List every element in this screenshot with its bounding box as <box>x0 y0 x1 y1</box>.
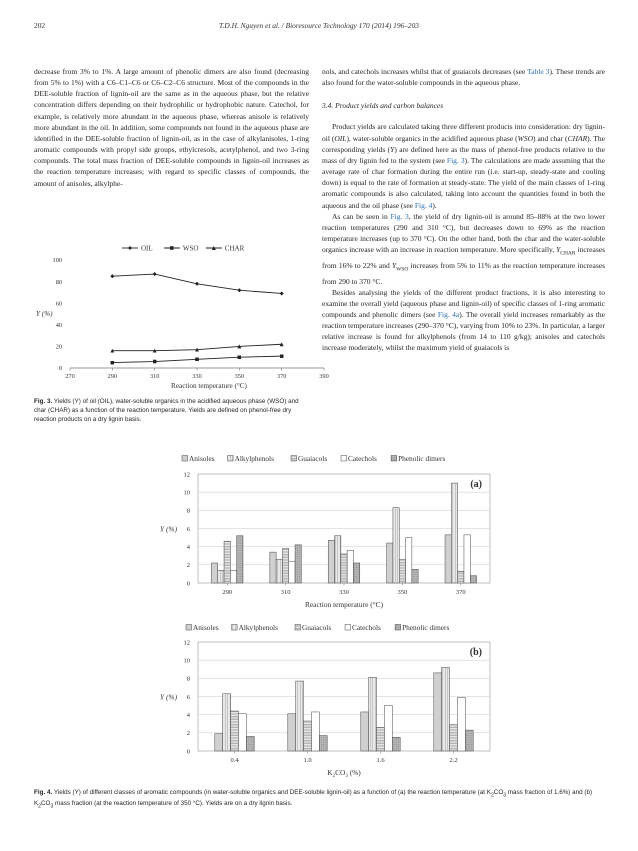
bar-anisoles-350 <box>387 543 393 583</box>
x-tick-label: 370 <box>276 373 287 380</box>
legend-label: Guaiacols <box>298 454 328 463</box>
bar-guaiacols-1.0 <box>304 721 312 751</box>
fig4-caption: Fig. 4. Yields (Y) of different classes of aromatic compounds (in water-soluble organics and DEE-soluble lignin-oil) as a function of (a) the reaction temperature (at $K_2CO_3$ mass fraction of 1.6%) and (b) $K_2CO_3$ mass fraction (at the reaction temperature of 350 °C). Yields are on a dry lignin basis. <box>34 789 593 810</box>
table-3-link[interactable]: Table 3 <box>527 67 550 76</box>
y-tick-label: 8 <box>186 507 190 515</box>
y-tick-label: 0 <box>58 365 62 373</box>
page-header <box>34 21 604 33</box>
y-tick-label: 6 <box>186 693 190 701</box>
x-tick-label: 2.2 <box>449 757 458 764</box>
y-tick-label: 100 <box>52 257 62 265</box>
legend-swatch <box>395 625 401 631</box>
x-tick-label: 330 <box>339 589 349 596</box>
bar-alkylphenols-1.6 <box>369 677 377 751</box>
bar-guaiacols-370 <box>458 571 464 583</box>
legend-swatch <box>345 625 351 631</box>
x-tick-label: 330 <box>192 373 202 380</box>
series-line-char <box>112 344 281 350</box>
y-tick-label: 4 <box>186 711 190 719</box>
left-column <box>34 66 309 189</box>
legend-swatch <box>182 456 188 462</box>
panel-label: (a) <box>470 479 482 490</box>
paragraph-yields: Product yields are calculated taking three different products into consideration: dry lignin-oil (OIL), water-soluble organics in the acidified aqueous phase (WSO) and char (CHAR). The corresponding yields (Y) are defined here as the mass of phenol-free products relative to the mass of dry lignin fed to the system (see Fig. 3). The calculations are made assuming that the average rate of char formation during the entire run (i.e. start-up, steady-state and cooling down) is equal to the rate of formation at steady-state. The yield of the main classes of 1-ring aromatic compounds is also calculated, taking into account the quantities found in both the aqueous and the oil phase (see Fig. 4). <box>322 122 606 210</box>
fig-3-link[interactable]: Fig. 3 <box>446 155 465 165</box>
y-tick-label: 10 <box>183 489 190 497</box>
y-tick-label: 8 <box>186 675 190 683</box>
bar-catechols-1.0 <box>311 712 319 751</box>
bar-phenolic-dimers-290 <box>237 536 243 583</box>
bar-guaiacols-330 <box>341 554 347 583</box>
fig4b-bar-chart <box>140 620 500 780</box>
right-column <box>322 66 605 354</box>
bar-alkylphenols-0.4 <box>223 694 231 751</box>
fig4a-bar-chart <box>140 450 500 613</box>
bar-guaiacols-310 <box>282 548 288 583</box>
y-tick-label: 2 <box>186 562 190 570</box>
y-tick-label: 12 <box>183 639 190 647</box>
legend-label: Guaiacols <box>302 623 332 632</box>
page-number: 202 <box>34 21 46 30</box>
section-heading: 3.4. Product yields and carbon balances <box>322 101 444 111</box>
bar-guaiacols-1.6 <box>377 727 385 751</box>
bar-catechols-370 <box>464 535 470 583</box>
y-tick-label: 0 <box>186 580 190 588</box>
legend-label: Anisoles <box>193 623 219 632</box>
x-tick-label: 1.0 <box>303 757 312 764</box>
x-tick-label: 290 <box>107 373 118 380</box>
series-line-wso <box>112 356 281 362</box>
panel-label: (b) <box>469 647 482 658</box>
bar-alkylphenols-2.2 <box>442 667 450 751</box>
bar-anisoles-2.2 <box>434 673 442 751</box>
fig3-line-chart <box>34 238 334 390</box>
left-paragraph: decrease from 3% to 1%. A large amount of phenolic dimers are also found (decreasing from 5% to 1%) with a C6–C1–C6 or C6–C2–C6 structure. Most of the compounds in the DEE-soluble fraction of lignin-oil are the same as in the aqueous phase, but the relative concentration differs depending on their hydrophilic or hydrophobic nature. Catechol, for example, is relatively more abundant in the aqueous phase, whereas anisole is relatively more abundant in the oil. In addition, some compounds not found in the aqueous phase are identified in the DEE-soluble fraction of lignin-oil, as in the case of alkylanisoles, 1-ring aromatic compounds with propyl side groups, ethylcresols, acetylphenol, and two 3-ring compounds. The total mass fraction of DEE-soluble compounds in lignin-oil increases as the reaction temperature increases; with regard to specific classes of compounds, the amount of anisoles, alkylphe- <box>34 67 309 188</box>
y-axis-label: Y (%) <box>160 524 178 534</box>
legend-swatch <box>291 456 297 462</box>
legend-label: WSO <box>182 244 199 253</box>
fig3-caption: Fig. 3. Yields (Y) of oil (OIL), water-soluble organics in the acidified aqueous phase (WSO) and char (CHAR) as a function of the reaction temperature. Yields are defined on phenol-free dry reaction products on a dry lignin basis. <box>34 398 299 423</box>
x-tick-label: 310 <box>280 589 291 596</box>
y-tick-label: 2 <box>186 730 190 738</box>
bar-catechols-0.4 <box>238 714 246 751</box>
legend-label: Anisoles <box>189 454 215 463</box>
bar-catechols-310 <box>289 561 295 583</box>
bar-anisoles-370 <box>445 535 451 583</box>
series-line-oil <box>112 274 281 293</box>
x-axis-label: Reaction temperature (°C) <box>304 600 384 609</box>
x-tick-label: 370 <box>455 589 466 596</box>
y-tick-label: 0 <box>186 748 190 756</box>
bar-phenolic-dimers-370 <box>470 576 476 583</box>
x-tick-label: 290 <box>222 589 233 596</box>
y-tick-label: 40 <box>55 322 62 329</box>
bar-anisoles-1.6 <box>361 712 369 751</box>
bar-alkylphenols-310 <box>276 559 282 583</box>
bar-alkylphenols-370 <box>451 483 457 583</box>
bar-catechols-2.2 <box>457 697 465 751</box>
legend-label: Alkylphenols <box>238 623 278 632</box>
legend-swatch <box>186 625 192 631</box>
legend-label: Phenolic dimers <box>398 454 446 463</box>
x-axis-label: $K_2CO_3$ (%) <box>327 768 361 779</box>
bar-guaiacols-2.2 <box>450 725 458 751</box>
y-axis-label: Y (%) <box>160 692 178 702</box>
y-tick-label: 12 <box>183 471 190 479</box>
paragraph-overall-yield: Besides analysing the yields of the different product fractions, it is also interesting to examine the overall yield (aqueous phase and lignin-oil) of specific classes of 1-ring aromatic compounds and phenolic dimers (see Fig. 4a). The overall yield increases remarkably as the reaction temperature increases (290–370 °C), varying from 10% to 23%. In particular, a larger relative increase is found for alkylphenols (from 14 to 110 g/kg); anisoles and catechols increase moderately, whilst the maximum yield of guaiacols is <box>322 287 605 353</box>
bar-phenolic-dimers-350 <box>412 569 418 583</box>
bar-catechols-290 <box>230 570 236 583</box>
bar-catechols-330 <box>347 550 353 583</box>
bar-phenolic-dimers-330 <box>353 563 359 583</box>
x-tick-label: 1.6 <box>376 757 385 764</box>
y-tick-label: 4 <box>186 543 190 551</box>
fig-3-link[interactable]: Fig. 3 <box>390 211 409 221</box>
bar-catechols-1.6 <box>384 706 392 751</box>
legend-swatch <box>232 625 238 631</box>
legend-swatch <box>228 456 234 462</box>
y-tick-label: 6 <box>186 525 190 533</box>
bar-guaiacols-290 <box>224 541 230 583</box>
fig-4a-link[interactable]: Fig. 4a <box>437 309 460 319</box>
bar-guaiacols-350 <box>399 559 405 583</box>
bar-phenolic-dimers-1.0 <box>319 736 327 751</box>
legend-label: Catechols <box>348 454 377 463</box>
x-tick-label: 350 <box>397 589 408 596</box>
bar-alkylphenols-330 <box>335 536 341 583</box>
legend-label: OIL <box>141 244 153 253</box>
intro-paragraph: nols, and catechols increases whilst that of guaiacols decreases (see Table 3). These trends are also found for the water-soluble compounds in the aqueous phase. <box>322 67 605 88</box>
x-tick-label: 310 <box>149 373 160 380</box>
fig-4-link[interactable]: Fig. 4 <box>414 200 433 210</box>
bar-phenolic-dimers-310 <box>295 545 301 583</box>
x-tick-label: 0.4 <box>230 757 239 764</box>
y-tick-label: 20 <box>55 343 62 351</box>
y-tick-label: 10 <box>183 657 190 665</box>
x-axis-label: Reaction temperature (°C) <box>171 382 247 390</box>
bar-anisoles-0.4 <box>215 734 223 751</box>
x-tick-label: 350 <box>234 373 245 380</box>
x-tick-label: 270 <box>65 373 75 380</box>
legend-label: Phenolic dimers <box>402 623 450 632</box>
bar-alkylphenols-290 <box>218 570 224 583</box>
legend-label: Alkylphenols <box>234 454 274 463</box>
y-axis-label: Y (%) <box>36 310 53 318</box>
running-title: T.D.H. Nguyen et al. / Bioresource Technology 170 (2014) 196–203 <box>219 21 419 30</box>
bar-alkylphenols-350 <box>393 508 399 583</box>
bar-anisoles-290 <box>211 563 217 583</box>
legend-swatch <box>391 456 397 462</box>
bar-phenolic-dimers-0.4 <box>246 736 254 751</box>
paragraph-trends: As can be seen in Fig. 3, the yield of dry lignin-oil is around 85–88% at the two lower reaction temperatures (290 and 310 °C), but decreases down to 69% as the reaction temperature increases (up to 370 °C). On the other hand, both the char and the water-soluble organics increase with an increase in reaction temperature. More specifically, $Y_{CHAR}$ increases from 16% to 22% and $Y_{WSO}$ increases from 5% to 11% as the reaction temperature increases from 290 to 370 °C. <box>322 211 606 286</box>
legend-label: CHAR <box>224 244 245 253</box>
legend-swatch <box>341 456 347 462</box>
bar-alkylphenols-1.0 <box>296 681 304 751</box>
bar-phenolic-dimers-1.6 <box>392 737 400 751</box>
bar-phenolic-dimers-2.2 <box>465 730 473 751</box>
legend-swatch <box>295 625 301 631</box>
legend-label: Catechols <box>352 623 381 632</box>
y-tick-label: 60 <box>55 300 62 308</box>
bar-anisoles-1.0 <box>288 714 296 751</box>
bar-anisoles-330 <box>328 540 334 583</box>
y-tick-label: 80 <box>55 278 62 286</box>
bar-catechols-350 <box>406 538 412 583</box>
bar-anisoles-310 <box>270 552 276 583</box>
bar-guaiacols-0.4 <box>231 711 239 751</box>
x-tick-label: 390 <box>319 373 329 380</box>
